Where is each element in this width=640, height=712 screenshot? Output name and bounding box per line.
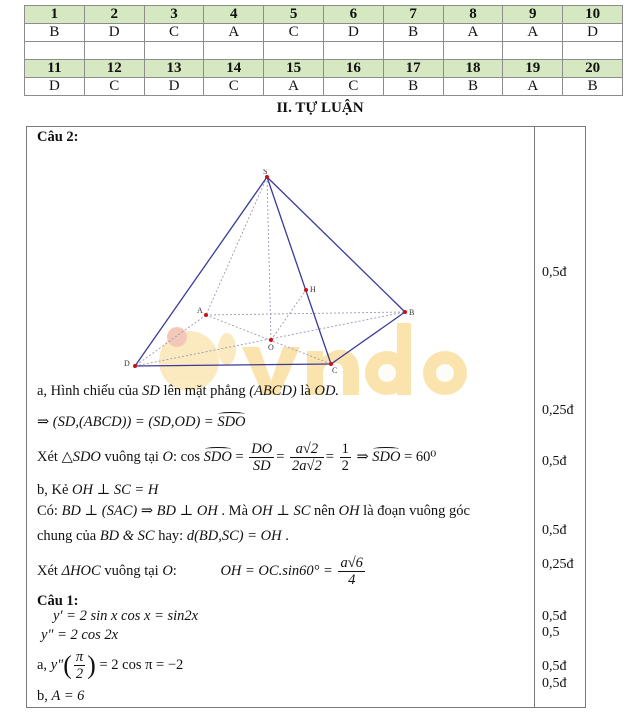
empty-cell	[383, 42, 443, 60]
text: nên	[310, 503, 339, 519]
text: Xét	[37, 562, 62, 579]
question-number: 1	[25, 6, 85, 24]
score-cell: 0,5đ	[542, 454, 567, 469]
score-cell: 0,5đ	[542, 609, 567, 624]
text: là	[296, 383, 315, 399]
question-number: 2	[84, 6, 144, 24]
solution-line-b3	[37, 528, 289, 545]
score-cell: 0,25đ	[542, 557, 574, 572]
question-number: 10	[563, 6, 623, 24]
math: OD.	[314, 383, 340, 399]
text: . Mà	[217, 503, 252, 519]
math: = 2 cos π = −2	[95, 656, 184, 673]
text: chung của	[37, 528, 100, 544]
empty-cell	[503, 42, 563, 60]
angle-math: SDO	[372, 446, 400, 466]
answer-cell: D	[25, 78, 85, 96]
empty-cell	[204, 42, 264, 60]
answer-cell: B	[443, 78, 503, 96]
empty-cell	[323, 42, 383, 60]
score-cell: 0,5	[542, 625, 560, 640]
math: BD & SC	[99, 528, 155, 544]
text: :	[172, 562, 177, 579]
score-cell: 0,5đ	[542, 676, 567, 691]
question-number: 7	[383, 6, 443, 24]
score-cell: 0,5đ	[542, 523, 567, 538]
text: Xét	[37, 448, 62, 465]
denominator: 2	[75, 666, 84, 682]
point-label-h: H	[310, 285, 316, 294]
point-label-d: D	[124, 359, 130, 368]
numerator: π	[75, 649, 84, 665]
answer-cell: D	[323, 24, 383, 42]
math: ΔHOC	[61, 562, 101, 579]
denominator: 4	[348, 572, 356, 588]
score-cell: 0,25đ	[542, 403, 574, 418]
question-number: 4	[204, 6, 264, 24]
math: OH	[338, 503, 360, 519]
section-title: II. TỰ LUẬN	[276, 100, 364, 116]
numerator: a√6	[340, 555, 363, 571]
answer-cell: A	[204, 24, 264, 42]
answer-cell: C	[84, 78, 144, 96]
math: (ABCD)	[249, 383, 297, 399]
pyramid-diagram	[122, 169, 422, 374]
point-label-s: S	[263, 169, 268, 176]
empty-cell	[144, 42, 204, 60]
text: vuông tại	[100, 562, 163, 579]
answer-cell: C	[144, 24, 204, 42]
answer-key-numbers-row-1	[25, 6, 623, 24]
text: .	[281, 528, 289, 544]
answer-cell: D	[563, 24, 623, 42]
answer-key-numbers-row-2	[25, 60, 623, 78]
math: =	[231, 448, 248, 465]
answer-cell: C	[204, 78, 264, 96]
solution-line-b2	[37, 503, 470, 520]
math: BD ⊥ (SAC) ⇒ BD ⊥ OH	[61, 503, 218, 519]
question-number: 14	[204, 60, 264, 78]
math: O	[162, 562, 173, 579]
question-number: 12	[84, 60, 144, 78]
solution-q1-line-1: y' = 2 sin x cos x = sin2x	[53, 608, 199, 624]
math: d(BD,SC) = OH	[186, 528, 282, 544]
answer-cell: D	[84, 24, 144, 42]
text: b,	[37, 688, 52, 704]
question-number: 11	[25, 60, 85, 78]
text: a, Hình chiếu của	[37, 383, 143, 399]
answer-key-table	[24, 5, 623, 96]
paren: )	[87, 650, 96, 680]
answer-cell: B	[563, 78, 623, 96]
solution-line-a1	[37, 383, 339, 400]
answer-cell: A	[503, 78, 563, 96]
answer-cell: C	[264, 24, 324, 42]
fraction	[249, 441, 274, 474]
answer-cell: B	[383, 78, 443, 96]
fraction	[340, 441, 351, 474]
empty-cell	[84, 42, 144, 60]
fraction	[338, 555, 364, 588]
text: a,	[37, 656, 51, 673]
question-number: 9	[503, 6, 563, 24]
question-number: 8	[443, 6, 503, 24]
math: O	[162, 448, 174, 465]
math: : cos	[173, 448, 204, 465]
math: OH = OC.sin60° =	[220, 562, 337, 579]
angle-math: SDO	[204, 446, 232, 466]
math: ⇒	[352, 448, 373, 465]
text: b, Kẻ	[37, 482, 73, 498]
text: vuông tại	[100, 448, 163, 465]
math: △SDO	[61, 448, 101, 465]
question-number: 3	[144, 6, 204, 24]
pyramid-figure	[122, 169, 422, 379]
point-label-c: C	[332, 366, 338, 374]
numerator: a√2	[290, 441, 324, 458]
answer-cell: A	[503, 24, 563, 42]
solution-q1-line-2: y" = 2 cos 2x	[41, 627, 119, 643]
question-number: 16	[323, 60, 383, 78]
solution-line-b1	[37, 482, 158, 499]
math: = 60⁰	[400, 448, 437, 465]
numerator: 1	[341, 441, 349, 457]
answer-key-spacer-row	[25, 42, 623, 60]
score-cell: 0,5đ	[542, 265, 567, 280]
denominator: 2	[341, 458, 349, 474]
point-label-b: B	[409, 308, 415, 317]
solution-line-b4	[37, 555, 367, 588]
empty-cell	[264, 42, 324, 60]
question-1-heading: Câu 1:	[37, 593, 79, 609]
angle-math: SDO	[217, 411, 245, 431]
answer-key-answers-row-1	[25, 24, 623, 42]
empty-cell	[25, 42, 85, 60]
question-number: 13	[144, 60, 204, 78]
fraction	[290, 441, 324, 474]
text: lên mặt phẳng	[159, 383, 250, 399]
solution-line-a2	[37, 411, 246, 431]
score-cell: 0,5đ	[542, 659, 567, 674]
denominator: SD	[252, 458, 271, 474]
question-number: 20	[563, 60, 623, 78]
solution-line-a3: Xét △SDO vuông tại O: cos SDO = $\frac{DO}{SD}$ = $\frac{a√2}{2a√2}$ = $\frac{1}{2}$ ⇒ SDO = 60⁰	[37, 441, 437, 474]
math: ⇒ (SD,(ABCD)) = (SD,OD) =	[37, 414, 218, 430]
answer-cell: A	[443, 24, 503, 42]
math: A = 6	[51, 688, 85, 704]
denominator: 2a√2	[292, 458, 322, 474]
math: y"	[50, 656, 64, 673]
column-divider	[534, 127, 535, 707]
text: hay:	[154, 528, 187, 544]
paren: (	[63, 650, 72, 680]
question-number: 17	[383, 60, 443, 78]
numerator: DO	[251, 441, 273, 457]
solution-q1-line-3	[37, 649, 183, 682]
answer-cell: D	[144, 78, 204, 96]
answer-cell: B	[383, 24, 443, 42]
solution-table	[26, 126, 586, 708]
empty-cell	[443, 42, 503, 60]
question-number: 18	[443, 60, 503, 78]
answer-cell: A	[264, 78, 324, 96]
point-label-o: O	[268, 343, 274, 352]
text: là đoạn vuông góc	[359, 503, 470, 519]
answer-key-answers-row-2	[25, 78, 623, 96]
question-2-heading: Câu 2:	[37, 129, 79, 145]
question-number: 19	[503, 60, 563, 78]
math: OH ⊥ SC = H	[72, 482, 159, 498]
question-number: 15	[264, 60, 324, 78]
empty-cell	[563, 42, 623, 60]
fraction	[74, 649, 85, 682]
point-label-a: A	[197, 306, 203, 315]
question-number: 5	[264, 6, 324, 24]
solution-q1-line-4	[37, 688, 84, 705]
answer-cell: C	[323, 78, 383, 96]
math: SD	[142, 383, 160, 399]
answer-cell: B	[25, 24, 85, 42]
text: Có:	[37, 503, 62, 519]
math: OH ⊥ SC	[251, 503, 311, 519]
question-number: 6	[323, 6, 383, 24]
